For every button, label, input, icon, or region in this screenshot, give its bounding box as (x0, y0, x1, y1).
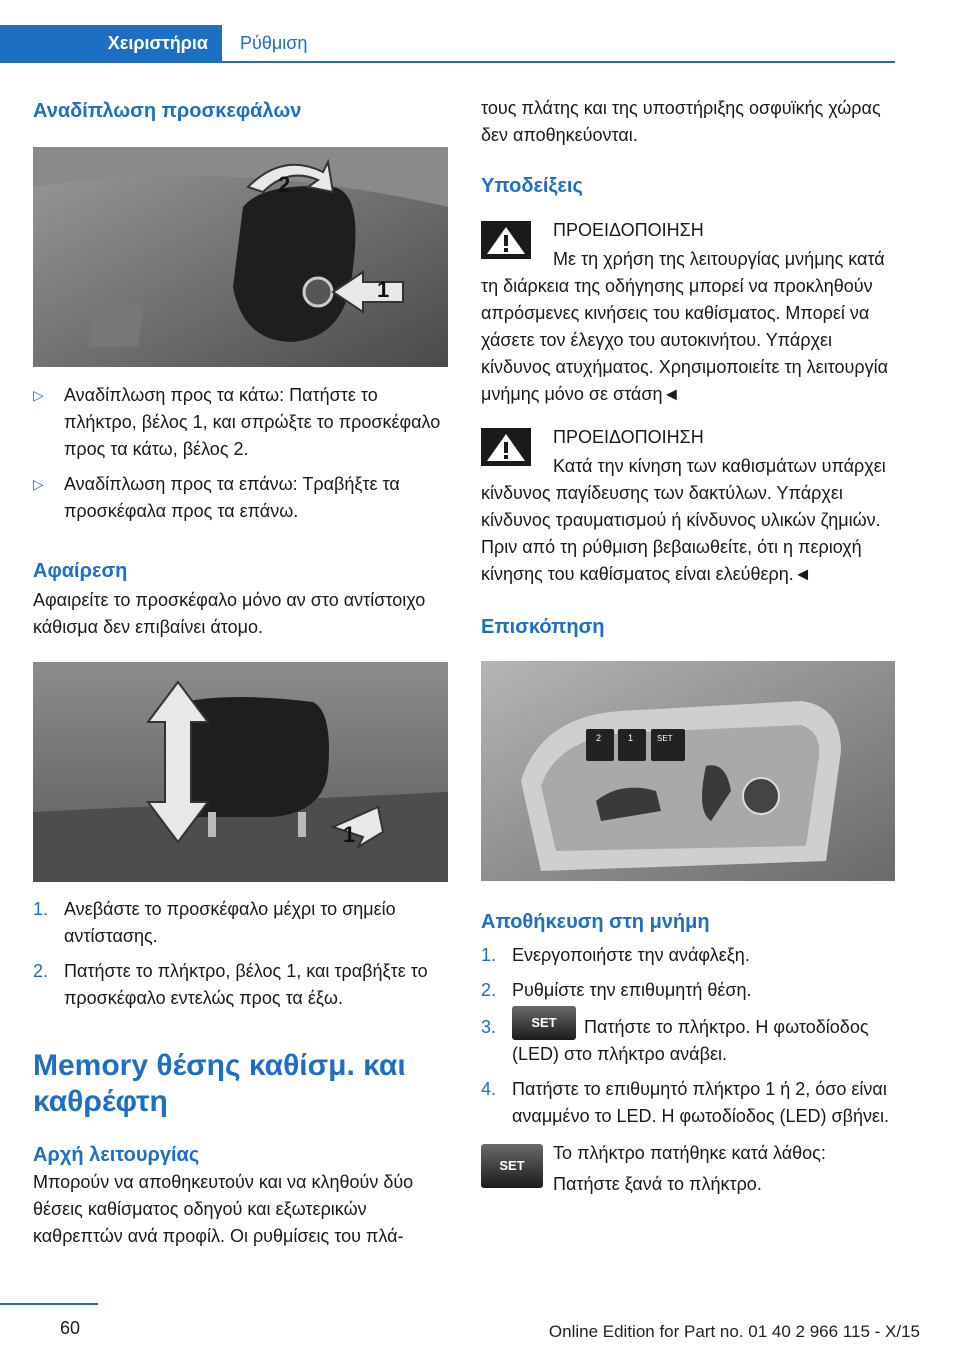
header-rule (0, 61, 895, 63)
figure-button-set: SET (657, 734, 673, 743)
headrest-removal-image (33, 662, 448, 882)
list-item: 4. Πατήστε το επιθυμητό πλήκτρο 1 ή 2, όσο είναι αναμμένο το LED. Η φωτοδίοδος (LED) σβήνει. (481, 1079, 890, 1126)
warning-block (481, 424, 896, 451)
figure-label-2: 2 (278, 172, 291, 197)
wrong-press-note (481, 1140, 896, 1198)
list-item: 1. Ενεργοποιήστε την ανάφλεξη. (481, 945, 750, 965)
section-title-overview: Επισκόπηση (481, 616, 605, 638)
list-item: 1. Ανεβάστε το προσκέφαλο μέχρι το σημείο αντίστασης. (33, 899, 396, 946)
footer-rule (0, 1303, 98, 1305)
set-button-icon: SET (512, 1006, 576, 1040)
headrest-fold-image (33, 147, 448, 367)
header-bar (0, 25, 895, 63)
warning-block (481, 217, 896, 244)
bullet-triangle-icon: ▷ (33, 387, 44, 403)
set-button-icon: SET (481, 1144, 543, 1188)
save-steps (481, 942, 896, 1130)
figure-label-1: 1 (343, 822, 356, 847)
removal-text: Αφαιρείτε το προσκέφαλο μόνο αν στο αντίστοιχο κάθισμα δεν επιβαίνει άτομο. (33, 590, 426, 637)
section-title-removal: Αφαίρεση (33, 560, 128, 582)
principle-text: Μπορούν να αποθηκευτούν και να κληθούν δύο θέσεις καθίσματος οδηγού και εξωτερικών καθρεπτών ανά προφίλ. Οι ρυθμίσεις του πλά- (33, 1172, 414, 1246)
section-title-principle: Αρχή λειτουργίας (33, 1144, 200, 1166)
warning-text: Κατά την κίνηση των καθισμάτων υπάρχει κίνδυνος παγίδευσης των δακτύλων. Υπάρχει κίνδυνος τραυματισμού ή κίνδυνος υλικών ζημιών. Πριν από τη ρύθμιση βεβαιωθείτε, ότι η περιοχή κίνησης του καθίσματος είναι ελεύθερη.◄ (481, 456, 886, 584)
edition-footer: Online Edition for Part no. 01 40 2 966 115 - X/15 (548, 1322, 920, 1341)
list-item: 3. SET Πατήστε το πλήκτρο. Η φωτοδίοδος (LED) στο πλήκτρο ανάβει. (481, 1014, 896, 1068)
wrong-press-action: Πατήστε ξανά το πλήκτρο. (553, 1174, 762, 1194)
tab-controls[interactable]: Χειριστήρια (0, 25, 222, 61)
chapter-title: Memory θέσης καθίσμ. και καθρέφτη (33, 1049, 406, 1118)
figure-button-1: 1 (628, 733, 634, 743)
list-item: ▷ Αναδίπλωση προς τα επάνω: Τραβήξτε τα προσκέφαλα προς τα επάνω. (33, 471, 448, 525)
removal-steps (33, 896, 448, 1012)
fold-bullets (33, 382, 448, 525)
warning-triangle-icon (481, 428, 531, 466)
warning-heading: ΠΡΟΕΙΔΟΠΟΙΗΣΗ (553, 220, 704, 240)
list-item: 2. Ρυθμίστε την επιθυμητή θέση. (481, 980, 752, 1000)
warning-text: Με τη χρήση της λειτουργίας μνήμης κατά τη διάρκεια της οδήγησης μπορεί να προκληθούν απρόσμενες κινήσεις του καθίσματος. Μπορεί να χάσετε τον έλεγχο του αυτοκινήτου. Υπάρχει κίνδυνος ατυχήματος. Χρησιμοποιείτε τη λειτουργία μνήμης μόνο σε στάση◄ (481, 249, 889, 404)
seat-controls-image (481, 661, 895, 881)
list-item: ▷ Αναδίπλωση προς τα κάτω: Πατήστε το πλήκτρο, βέλος 1, και σπρώξτε το προσκέφαλο προς τα κάτω, βέλος 2. (33, 382, 448, 463)
warning-heading: ΠΡΟΕΙΔΟΠΟΙΗΣΗ (553, 427, 704, 447)
warning-triangle-icon (481, 221, 531, 259)
figure-label-1: 1 (377, 277, 390, 302)
section-title-save: Αποθήκευση στη μνήμη (481, 911, 710, 933)
section-title-notes: Υποδείξεις (481, 175, 583, 197)
figure-button-2: 2 (596, 733, 602, 743)
wrong-press-text: Το πλήκτρο πατήθηκε κατά λάθος: (553, 1143, 826, 1163)
list-item: 2. Πατήστε το πλήκτρο, βέλος 1, και τραβήξτε το προσκέφαλο εντελώς προς τα έξω. (33, 961, 428, 1008)
right-column (481, 95, 896, 1198)
left-column (33, 95, 448, 1250)
continued-text: τους πλάτης και της υποστήριξης οσφυϊκής χώρας δεν αποθηκεύονται. (481, 98, 881, 145)
section-title-fold: Αναδίπλωση προσκεφάλων (33, 100, 302, 122)
tab-adjustment[interactable]: Ρύθμιση (240, 32, 308, 53)
bullet-triangle-icon: ▷ (33, 476, 44, 492)
page-number: 60 (60, 1318, 81, 1338)
